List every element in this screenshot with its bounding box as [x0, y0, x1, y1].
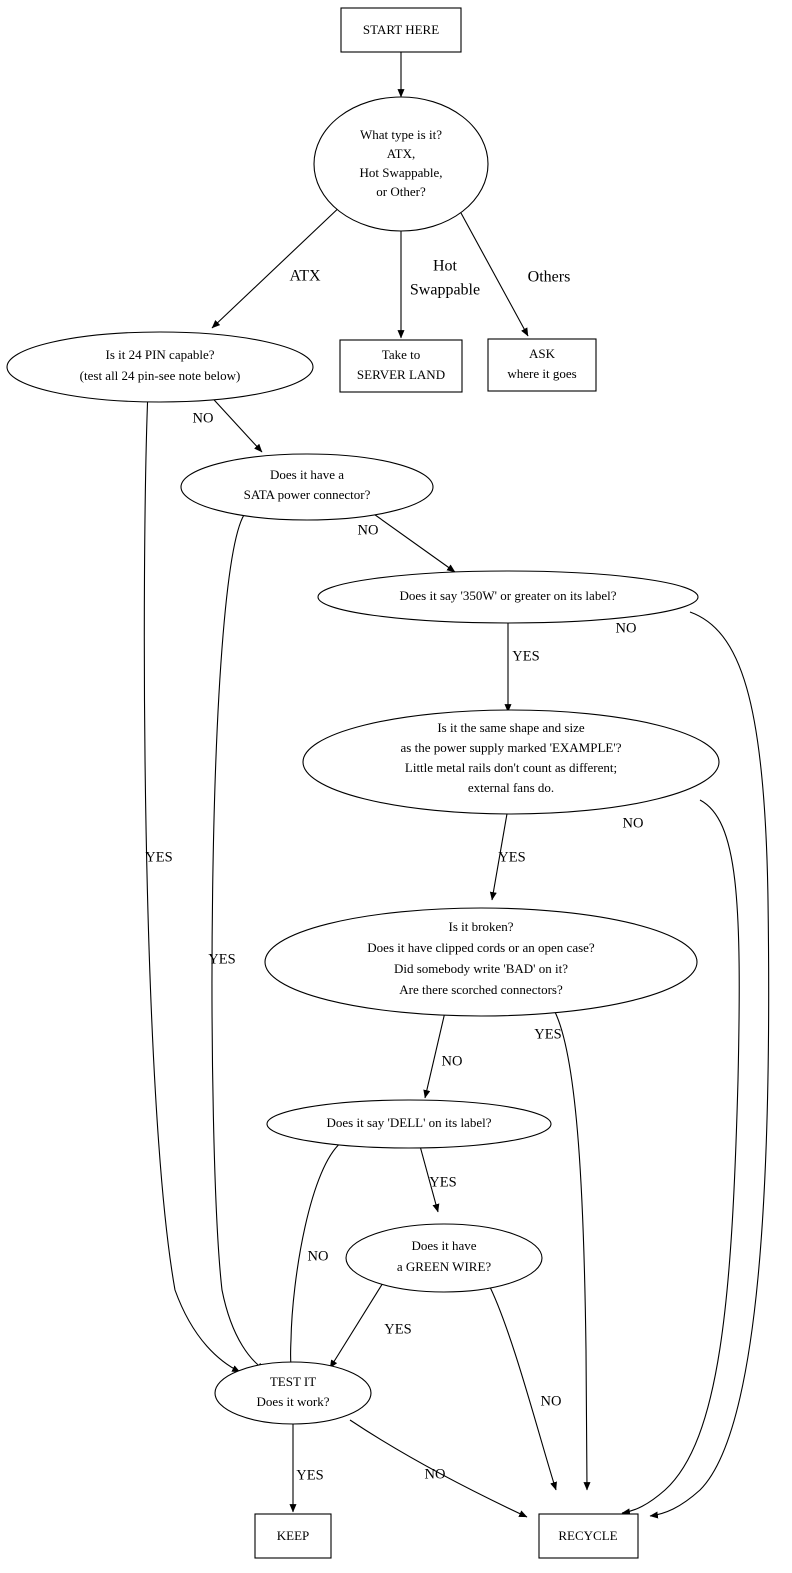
- node-ask[interactable]: [488, 339, 596, 391]
- node-type[interactable]: [314, 97, 488, 231]
- node-recycle[interactable]: [539, 1514, 638, 1558]
- node-keep[interactable]: [255, 1514, 331, 1558]
- edge-label-atx: ATX: [289, 267, 321, 285]
- edge-label-hot: Hot: [433, 257, 457, 275]
- edge-sata-to-watt350: [371, 512, 455, 572]
- node-greenwire[interactable]: [346, 1224, 542, 1292]
- node-type-label-3: or Other?: [376, 183, 426, 199]
- node-sata[interactable]: [181, 454, 433, 520]
- edge-label-sata-yes: YES: [208, 951, 236, 968]
- node-broken-label-2: Did somebody write 'BAD' on it?: [393, 960, 569, 976]
- node-keep-label-0: KEEP: [276, 1527, 310, 1543]
- node-greenwire-label-0: Does it have: [411, 1237, 477, 1253]
- edge-type-to-pin24: [212, 202, 345, 328]
- edge-label-others: Others: [527, 268, 571, 286]
- node-testit[interactable]: [215, 1362, 371, 1424]
- edge-label-watt350-no: NO: [615, 620, 637, 637]
- node-type-label-2: Hot Swappable,: [359, 164, 443, 180]
- edge-label-broken-yes: YES: [534, 1026, 562, 1043]
- node-shape-size-label-2: Little metal rails don't count as different;: [404, 759, 618, 775]
- edge-label-watt350-yes: YES: [512, 648, 540, 665]
- node-type-label-1: ATX,: [386, 145, 416, 161]
- node-ask-label-0: ASK: [528, 345, 556, 361]
- node-greenwire-label-1: a GREEN WIRE?: [396, 1258, 492, 1274]
- node-pin24[interactable]: [7, 332, 313, 402]
- edge-shape-to-recycle: [622, 800, 739, 1513]
- node-start[interactable]: [341, 8, 461, 52]
- node-watt350[interactable]: [318, 571, 698, 623]
- node-recycle-label-0: RECYCLE: [558, 1527, 618, 1543]
- node-pin24-label-1: (test all 24 pin-see note below): [79, 367, 241, 383]
- edge-label-sata-no: NO: [357, 522, 379, 539]
- edge-label-shape-yes: YES: [498, 849, 526, 866]
- node-ask-label-1: where it goes: [507, 365, 577, 381]
- edge-greenwire-to-testit: [330, 1278, 386, 1368]
- node-broken-label-1: Does it have clipped cords or an open case?: [367, 939, 595, 955]
- edge-label-pin24-yes: YES: [145, 849, 173, 866]
- edge-broken-to-recycle: [555, 1012, 587, 1490]
- node-broken[interactable]: [265, 908, 697, 1016]
- node-dell[interactable]: [267, 1100, 551, 1148]
- edge-label-pin24-no: NO: [192, 410, 214, 427]
- edge-type-to-ask: [455, 202, 528, 336]
- node-serverland[interactable]: [340, 340, 462, 392]
- node-serverland-label-0: Take to: [381, 346, 421, 362]
- edge-label-dell-yes: YES: [429, 1174, 457, 1191]
- node-shape-size-label-0: Is it the same shape and size: [437, 719, 585, 735]
- edge-label-testit-yes: YES: [296, 1467, 324, 1484]
- node-testit-label-1: Does it work?: [256, 1393, 330, 1409]
- node-shape-size[interactable]: [303, 710, 719, 814]
- node-start-label-0: START HERE: [362, 21, 440, 37]
- node-testit-label-0: TEST IT: [269, 1373, 317, 1389]
- node-sata-label-1: SATA power connector?: [243, 486, 371, 502]
- node-dell-label-0: Does it say 'DELL' on its label?: [326, 1114, 492, 1130]
- edge-labels: [145, 258, 643, 1484]
- edge-greenwire-to-recycle: [488, 1283, 556, 1490]
- edge-label-greenwire-yes: YES: [384, 1321, 412, 1338]
- node-broken-label-3: Are there scorched connectors?: [399, 981, 563, 997]
- edge-label-shape-no: NO: [622, 815, 644, 832]
- node-shape-size-label-3: external fans do.: [467, 779, 555, 795]
- edge-label-broken-no: NO: [441, 1053, 463, 1070]
- node-watt350-label-0: Does it say '350W' or greater on its label?: [399, 587, 617, 603]
- node-broken-label-0: Is it broken?: [448, 918, 514, 934]
- node-sata-label-0: Does it have a: [269, 466, 345, 482]
- edge-label-dell-no: NO: [307, 1248, 329, 1265]
- edge-pin24-to-testit: [144, 390, 240, 1372]
- edge-sata-to-testit: [212, 512, 265, 1370]
- node-pin24-label-0: Is it 24 PIN capable?: [105, 346, 215, 362]
- node-shape-size-label-1: as the power supply marked 'EXAMPLE'?: [400, 739, 622, 755]
- node-serverland-label-1: SERVER LAND: [356, 366, 446, 382]
- edge-label-testit-no: NO: [424, 1466, 446, 1483]
- edge-label-greenwire-no: NO: [540, 1393, 562, 1410]
- node-type-label-0: What type is it?: [360, 126, 442, 142]
- edge-label-swappable: Swappable: [409, 281, 481, 299]
